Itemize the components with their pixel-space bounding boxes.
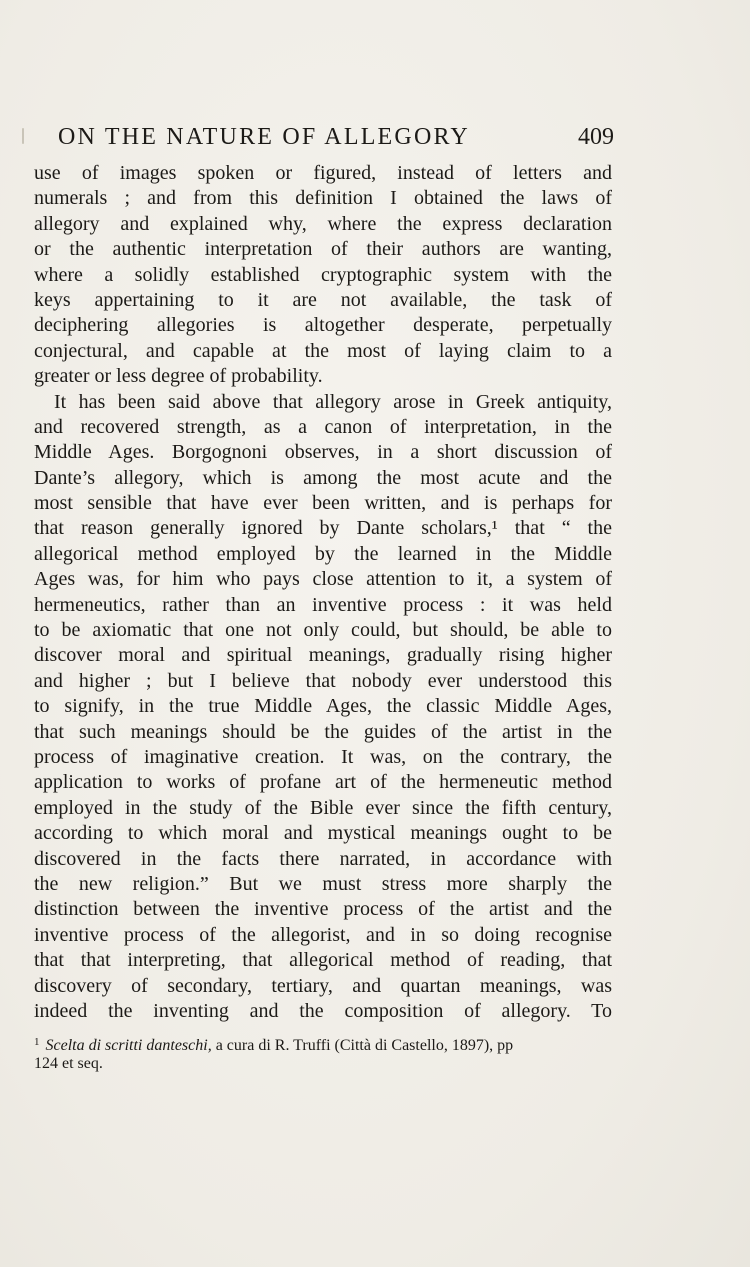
footnote-title: Scelta di scritti danteschi, xyxy=(45,1037,212,1054)
footnote-line: 124 et seq. xyxy=(34,1055,103,1072)
margin-mark xyxy=(22,128,24,144)
text-line: deciphering allegories is altogether desperate, perpetually xyxy=(34,314,612,337)
text-line: that that interpreting, that allegorical method of reading, that xyxy=(34,949,612,972)
text-line: conjectural, and capable at the most of laying claim to a xyxy=(34,339,612,362)
text-line: Middle Ages. Borgognoni observes, in a short discussion of xyxy=(34,441,612,464)
text-line: to be axiomatic that one not only could, but should, be able to xyxy=(34,619,612,642)
text-line: the new religion.” But we must stress more sharply the xyxy=(34,872,612,895)
text-line: greater or less degree of probability. xyxy=(34,365,323,388)
text-line: distinction between the inventive process of the artist and the xyxy=(34,898,612,921)
text-line: most sensible that have ever been written, and is perhaps for xyxy=(34,492,612,515)
text-line: hermeneutics, rather than an inventive process : it was held xyxy=(34,593,612,616)
text-line: allegorical method employed by the learned in the Middle xyxy=(34,542,612,565)
text-line: keys appertaining to it are not available, the task of xyxy=(34,288,612,311)
body-text xyxy=(34,161,612,1024)
footnote-line xyxy=(34,1032,612,1053)
text-line: and recovered strength, as a canon of interpretation, in the xyxy=(34,415,612,438)
footnote xyxy=(34,1032,612,1074)
page-number: 409 xyxy=(578,124,614,150)
text-line: use of images spoken or figured, instead of letters and xyxy=(34,162,612,184)
text-line: process of imaginative creation. It was, on the contrary, the xyxy=(34,745,612,768)
text-line: discovery of secondary, tertiary, and quartan meanings, was xyxy=(34,974,612,997)
text-line: inventive process of the allegorist, and in so doing recognise xyxy=(34,923,612,946)
running-title: ON THE NATURE OF ALLEGORY xyxy=(58,124,470,150)
text-line: application to works of profane art of the hermeneutic method xyxy=(34,771,612,794)
text-line: discover moral and spiritual meanings, gradually rising higher xyxy=(34,644,612,667)
text-line: numerals ; and from this definition I obtained the laws of xyxy=(34,187,612,210)
running-head xyxy=(58,124,614,154)
text-line: according to which moral and mystical meanings ought to be xyxy=(34,822,612,845)
footnote-citation: a cura di R. Truffi (Città di Castello, 1897), pp xyxy=(211,1037,514,1054)
text-line: Dante’s allegory, which is among the most acute and the xyxy=(34,466,612,489)
text-line: Ages was, for him who pays close attention to it, a system of xyxy=(34,568,612,591)
text-line: or the authentic interpretation of their authors are wanting, xyxy=(34,238,612,261)
text-line: and higher ; but I believe that nobody ever understood this xyxy=(34,669,612,692)
text-line: to signify, in the true Middle Ages, the classic Middle Ages, xyxy=(34,695,612,718)
text-line: employed in the study of the Bible ever since the fifth century, xyxy=(34,796,612,819)
text-line: allegory and explained why, where the express declaration xyxy=(34,212,612,235)
text-line: that reason generally ignored by Dante scholars,¹ that “ the xyxy=(34,517,612,540)
text-line: that such meanings should be the guides of the artist in the xyxy=(34,720,612,743)
text-line: It has been said above that allegory arose in Greek antiquity, xyxy=(54,390,612,413)
text-line: discovered in the facts there narrated, in accordance with xyxy=(34,847,612,870)
text-line: indeed the inventing and the composition of allegory. To xyxy=(34,999,612,1022)
text-line: where a solidly established cryptographic system with the xyxy=(34,263,612,286)
footnote-marker: 1 xyxy=(34,1036,40,1048)
